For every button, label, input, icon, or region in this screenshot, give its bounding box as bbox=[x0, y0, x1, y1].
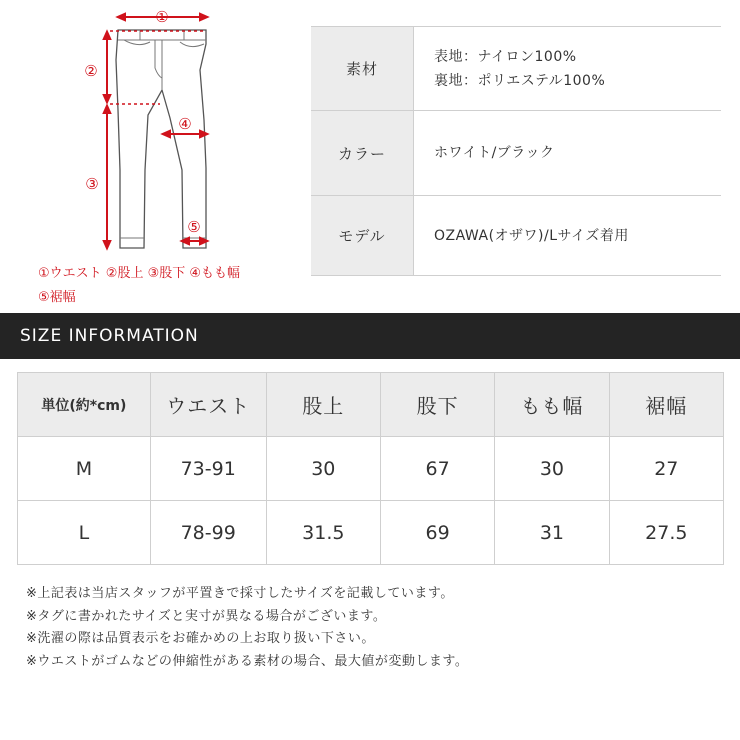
pants-outline bbox=[116, 30, 206, 248]
note-item: ※上記表は当店スタッフが平置きで採寸したサイズを記載しています。 bbox=[26, 586, 454, 601]
banner-title: SIZE INFORMATION bbox=[20, 326, 199, 346]
spec-row-color bbox=[311, 111, 721, 196]
size-label: L bbox=[18, 501, 151, 565]
table-row bbox=[18, 501, 724, 565]
pants-illustration bbox=[0, 0, 300, 262]
marker-1: ① bbox=[155, 8, 169, 26]
table-row bbox=[18, 437, 724, 501]
header-hem: 裾幅 bbox=[609, 373, 723, 437]
material-label: 素材 bbox=[311, 27, 414, 110]
header-waist: ウエスト bbox=[150, 373, 266, 437]
diagram-legend-line-2: ⑤裾幅 bbox=[38, 290, 76, 305]
material-lining: 裏地：ポリエステル100% bbox=[434, 72, 606, 89]
hem-value: 27.5 bbox=[609, 501, 723, 565]
header-inseam: 股下 bbox=[380, 373, 494, 437]
thigh-value: 31 bbox=[495, 501, 609, 565]
model-label: モデル bbox=[311, 196, 414, 275]
hem-value: 27 bbox=[609, 437, 723, 501]
rise-value: 30 bbox=[266, 437, 380, 501]
marker-3: ③ bbox=[85, 175, 99, 193]
inseam-value: 69 bbox=[380, 501, 494, 565]
size-diagram bbox=[0, 0, 300, 310]
size-table bbox=[17, 372, 724, 565]
marker-2: ② bbox=[84, 62, 98, 80]
spec-row-material bbox=[311, 26, 721, 111]
size-information-banner bbox=[0, 313, 740, 359]
spec-row-model bbox=[311, 196, 721, 276]
waist-value: 73-91 bbox=[150, 437, 266, 501]
thigh-value: 30 bbox=[495, 437, 609, 501]
diagram-legend-line-1: ①ウエスト ②股上 ③股下 ④もも幅 bbox=[38, 266, 241, 281]
waist-value: 78-99 bbox=[150, 501, 266, 565]
color-value: ホワイト/ブラック bbox=[434, 145, 555, 161]
rise-value: 31.5 bbox=[266, 501, 380, 565]
marker-5: ⑤ bbox=[187, 218, 201, 236]
note-item: ※洗濯の際は品質表示をお確かめの上お取り扱い下さい。 bbox=[26, 631, 375, 646]
inseam-value: 67 bbox=[380, 437, 494, 501]
material-value bbox=[414, 27, 721, 110]
header-unit: 単位(約*cm) bbox=[18, 373, 151, 437]
notes bbox=[26, 583, 468, 673]
material-outer: 表地：ナイロン100% bbox=[434, 48, 577, 65]
header-thigh: もも幅 bbox=[495, 373, 609, 437]
color-label: カラー bbox=[311, 111, 414, 195]
size-label: M bbox=[18, 437, 151, 501]
header-rise: 股上 bbox=[266, 373, 380, 437]
marker-4: ④ bbox=[178, 115, 192, 133]
model-value: OZAWA(オザワ)/Lサイズ着用 bbox=[434, 227, 629, 244]
note-item: ※タグに書かれたサイズと実寸が異なる場合がございます。 bbox=[26, 608, 387, 624]
size-table-header-row bbox=[18, 373, 724, 437]
note-item: ※ウエストがゴムなどの伸縮性がある素材の場合、最大値が変動します。 bbox=[26, 653, 469, 669]
spec-table bbox=[311, 26, 721, 276]
